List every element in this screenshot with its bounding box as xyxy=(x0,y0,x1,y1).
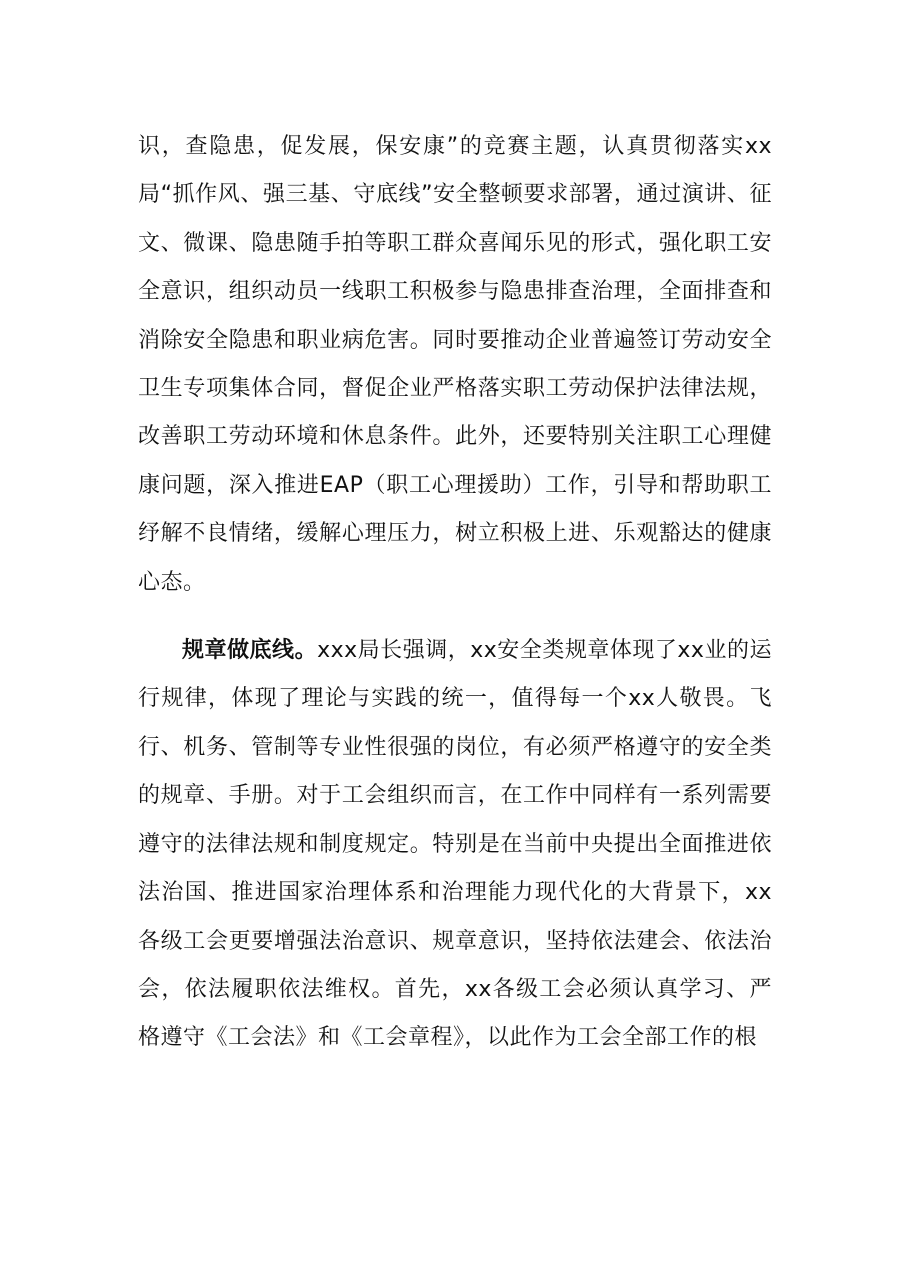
paragraph-1 xyxy=(138,123,772,607)
paragraph-2 xyxy=(138,627,772,1063)
document-body xyxy=(138,123,772,1063)
paragraph-1-text: 识，查隐患，促发展，保安康”的竞赛主题，认真贯彻落实xx局“抓作风、强三基、守底线”安全整顿要求部署，通过演讲、征文、微课、隐患随手拍等职工群众喜闻乐见的形式，强化职工安全意识，组织动员一线职工积极参与隐患排查治理，全面排查和消除安全隐患和职业病危害。同时要推动企业普遍签订劳动安全卫生专项集体合同，督促企业严格落实职工劳动保护法律法规，改善职工劳动环境和休息条件。此外，还要特别关注职工心理健康问题，深入推进EAP（职工心理援助）工作，引导和帮助职工纾解不良情绪，缓解心理压力，树立积极上进、乐观豁达的健康心态。 xyxy=(138,134,772,595)
paragraph-2-text: xxx局长强调，xx安全类规章体现了xx业的运行规律，体现了理论与实践的统一，值得每一个xx人敬畏。飞行、机务、管制等专业性很强的岗位，有必须严格遵守的安全类的规章、手册。对于工会组织而言，在工作中同样有一系列需要遵守的法律法规和制度规定。特别是在当前中央提出全面推进依法治国、推进国家治理体系和治理能力现代化的大背景下，xx各级工会更要增强法治意识、规章意识，坚持依法建会、依法治会，依法履职依法维权。首先，xx各级工会必须认真学习、严格遵守《工会法》和《工会章程》，以此作为工会全部工作的根 xyxy=(138,638,772,1051)
paragraph-2-lead: 规章做底线。 xyxy=(182,638,318,664)
